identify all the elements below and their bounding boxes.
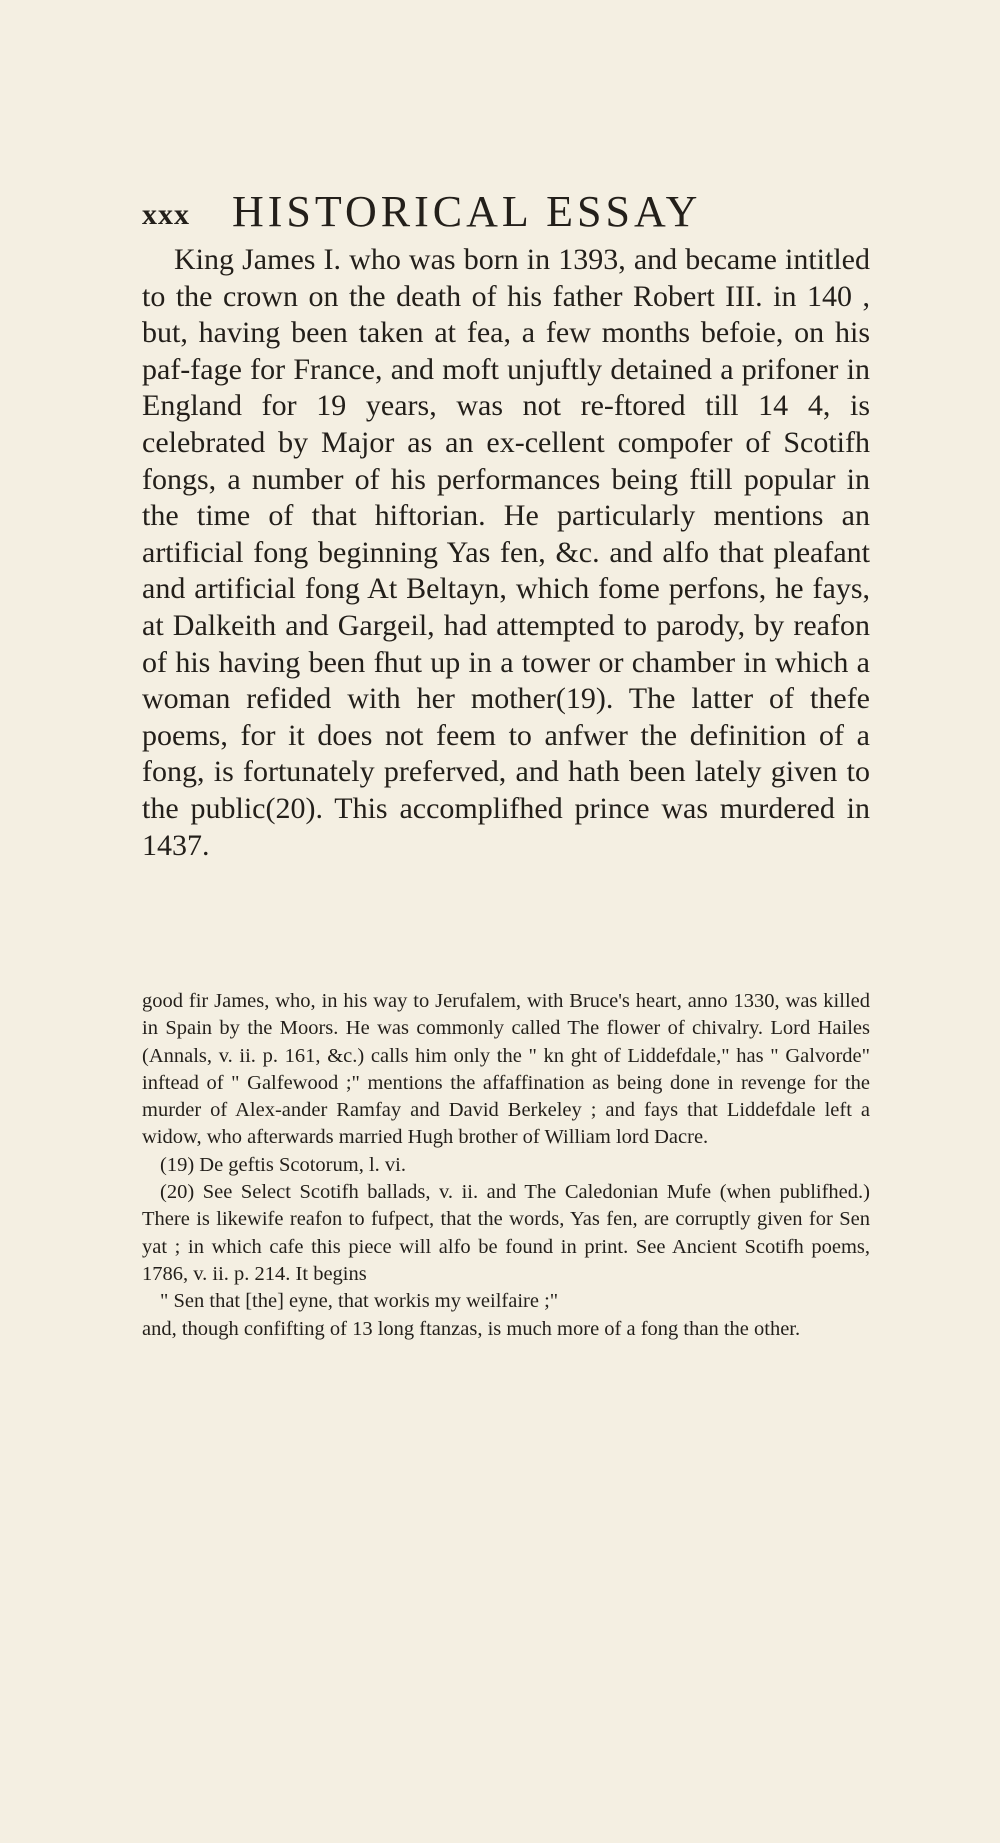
main-text bbox=[142, 242, 870, 864]
footnote-20: (20) See Select Scotifh ballads, v. ii. and The Caledonian Mufe (when publifhed.) There is likewife reafon to fufpect, that the words, Yas fen, are corruptly given for Sen yat ; in which cafe this piece will alfo be found in print. See Ancient Scotifh poems, 1786, v. ii. p. 214. It begins bbox=[142, 1181, 870, 1285]
running-title: HISTORICAL ESSAY bbox=[232, 187, 702, 236]
footnote-continuation: good fir James, who, in his way to Jerufalem, with Bruce's heart, anno 1330, was killed in Spain by the Moors. He was commonly called The flower of chivalry. Lord Hailes (Annals, v. ii. p. 161, &c.) calls him only the " kn ght of Liddefdale," has " Galvorde" inftead of " Galfewood ;" mentions the affaffination as being done in revenge for the murder of Alex-ander Ramfay and David Berkeley ; and fays that Liddefdale left a widow, who afterwards married Hugh brother of William lord Dacre. bbox=[142, 990, 870, 1149]
page-header bbox=[142, 186, 882, 234]
footnote-quote: " Sen that [the] eyne, that workis my weilfaire ;" bbox=[160, 1290, 559, 1313]
footnotes bbox=[142, 988, 870, 1343]
page-number: xxx bbox=[142, 198, 190, 231]
footnote-19: (19) De geftis Scotorum, l. vi. bbox=[160, 1153, 406, 1176]
footnote-20-end: and, though confifting of 13 long ftanzas, is much more of a fong than the other. bbox=[142, 1317, 801, 1340]
main-paragraph: King James I. who was born in 1393, and became intitled to the crown on the death of his father Robert III. in 140 , but, having been taken at fea, a few months befoie, on his paf-fage for France, and moft unjuftly detained a prifoner in England for 19 years, was not re-ftored till 14 4, is celebrated by Major as an ex-cellent compofer of Scotifh fongs, a number of his performances being ftill popular in the time of that hiftorian. He particularly mentions an artificial fong beginning Yas fen, &c. and alfo that pleafant and artificial fong At Beltayn, which fome perfons, he fays, at Dalkeith and Gargeil, had attempted to parody, by reafon of his having been fhut up in a tower or chamber in which a woman refided with her mother(19). The latter of thefe poems, for it does not feem to anfwer the definition of a fong, is fortunately preferved, and hath been lately given to the public(20). This accomplifhed prince was murdered in 1437. bbox=[142, 243, 870, 862]
